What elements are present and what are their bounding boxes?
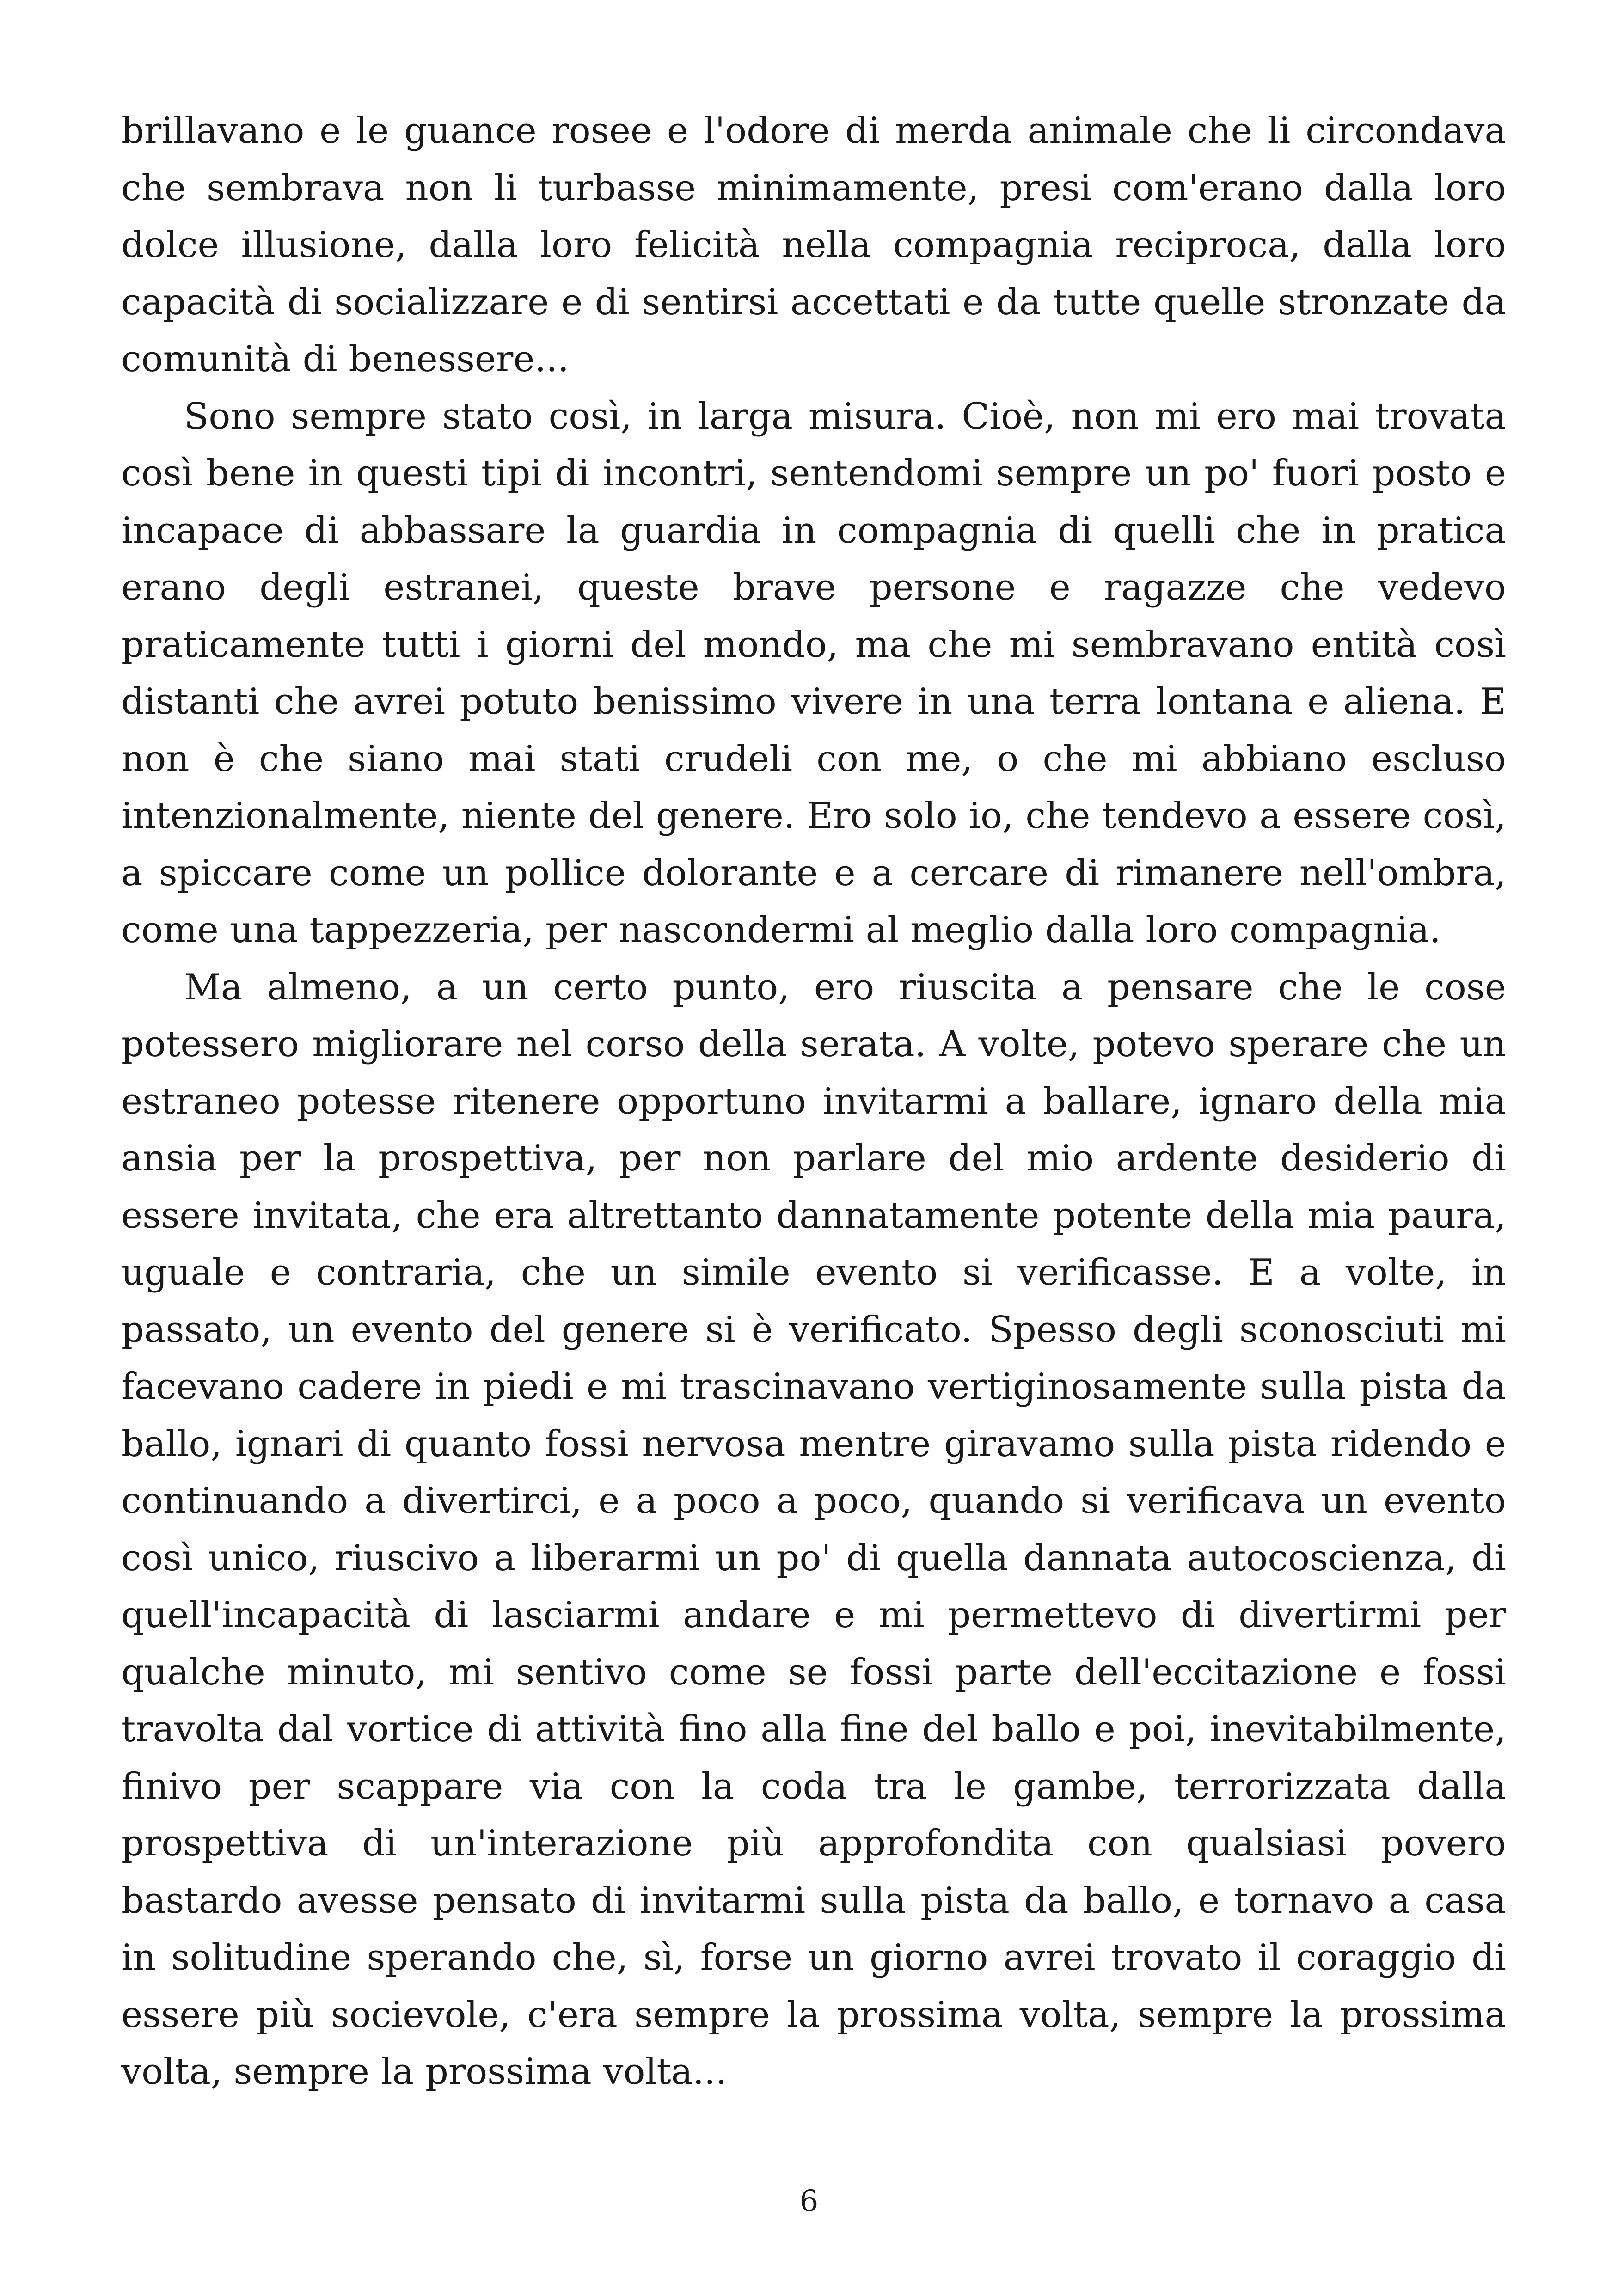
page-number: 6	[799, 2184, 819, 2218]
paragraph-continuation: brillavano e le guance rosee e l'odore di merda animale che li circondava che sembrava non li turbasse minimamente, presi com'erano dalla loro dolce illusione, dalla loro felicità nella compagnia reciproca, dalla loro capacità di socializzare e di sentirsi accettati e da tutte quelle stronzate da comunità di benessere...	[121, 110, 1506, 380]
paragraph: Ma almeno, a un certo punto, ero riuscita a pensare che le cose potessero migliorare nel corso della serata. A volte, potevo sperare che un estraneo potesse ritenere opportuno invitarmi a ballare, ignaro della mia ansia per la prospettiva, per non parlare del mio ardente desiderio di essere invitata, che era altrettanto dannatamente potente della mia paura, uguale e contraria, che un simile evento si verificasse. E a volte, in passato, un evento del genere si è verificato. Spesso degli sconosciuti mi facevano cadere in piedi e mi trascinavano vertiginosamente sulla pista da ballo, ignari di quanto fossi nervosa mentre giravamo sulla pista ridendo e continuando a divertirci, e a poco a poco, quando si verificava un evento così unico, riuscivo a liberarmi un po' di quella dannata autocoscienza, di quell'incapacità di lasciarmi andare e mi permettevo di divertirmi per qualche minuto, mi sentivo come se fossi parte dell'eccitazione e fossi travolta dal vortice di attività fino alla fine del ballo e poi, inevitabilmente, finivo per scappare via con la coda tra le gambe, terrorizzata dalla prospettiva di un'interazione più approfondita con qualsiasi povero bastardo avesse pensato di invitarmi sulla pista da ballo, e tornavo a casa in solitudine sperando che, sì, forse un giorno avrei trovato il coraggio di essere più socievole, c'era sempre la prossima volta, sempre la prossima volta, sempre la prossima volta...	[121, 966, 1506, 2093]
body-text	[121, 103, 1506, 2101]
paragraph: Sono sempre stato così, in larga misura. Cioè, non mi ero mai trovata così bene in questi tipi di incontri, sentendomi sempre un po' fuori posto e incapace di abbassare la guardia in compagnia di quelli che in pratica erano degli estranei, queste brave persone e ragazze che vedevo praticamente tutti i giorni del mondo, ma che mi sembravano entità così distanti che avrei potuto benissimo vivere in una terra lontana e aliena. E non è che siano mai stati crudeli con me, o che mi abbiano escluso intenzionalmente, niente del genere. Ero solo io, che tendevo a essere così, a spiccare come un pollice dolorante e a cercare di rimanere nell'ombra, come una tappezzeria, per nascondermi al meglio dalla loro compagnia.	[121, 395, 1506, 951]
